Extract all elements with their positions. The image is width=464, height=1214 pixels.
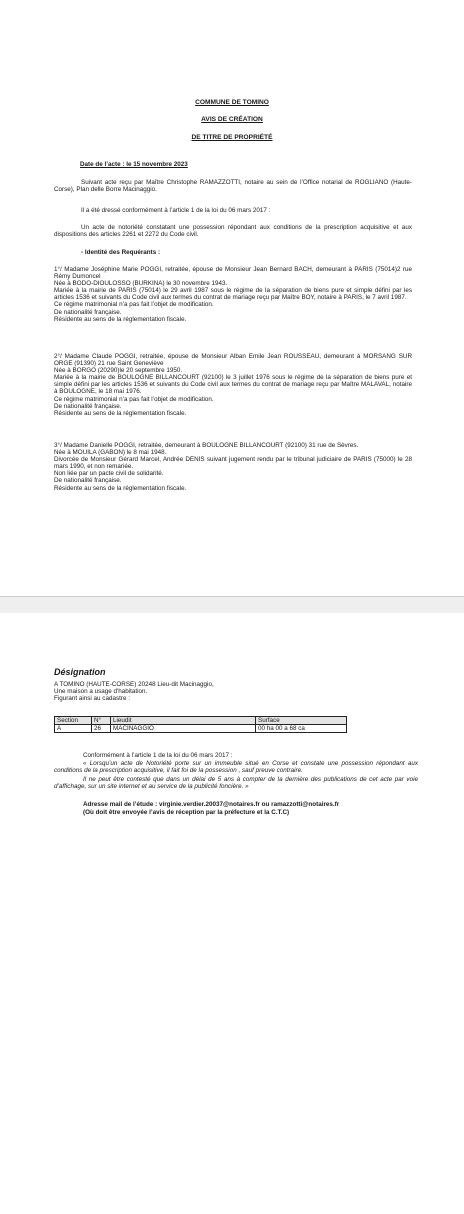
requerant-1 <box>54 266 412 323</box>
identite-title: - Identité des Requérants : <box>81 249 161 256</box>
table-row <box>55 725 347 733</box>
requerant-3 <box>54 442 412 492</box>
reception-note: (Où doit être envoyée l’avis de réception par la préfecture et la C.T.C) <box>83 809 290 816</box>
titre-heading: DE TITRE DE PROPRIÉTÉ <box>191 134 273 141</box>
requerant-3-line: Résidente au sens de la réglementation fiscale. <box>54 484 187 492</box>
requerant-3-line: Née à MOUILA (GABON) le 8 mai 1948. <box>54 449 167 457</box>
intro-paragraph-3: Un acte de notoriété constatant une possession répondant aux conditions de la prescription acquisitive et aux dispositions des articles 2261 et 2272 du Code civil. <box>54 224 412 239</box>
requerant-1-line: Née à BODO-DIOULOSSO (BURKINA) le 30 novembre 1943. <box>54 280 228 288</box>
requerant-1-line: Résidente au sens de la réglementation fiscale. <box>54 315 187 323</box>
document-page-2 <box>0 613 464 1214</box>
avis-heading: AVIS DE CRÉATION <box>201 116 263 123</box>
requerant-3-line: De nationalité française. <box>54 477 122 485</box>
designation-text <box>54 681 354 702</box>
conformement-title: Conformément à l’article 1 de la loi du 06 mars 2017 : <box>83 752 233 759</box>
conformement-quote-2: Il ne peut être contesté que dans un délai de 5 ans à compter de la dernière des publications de cet acte par voie d’affichage, sur un site internet et au service de la publicité foncière. » <box>54 776 418 791</box>
cadastre-header-lieudit: Lieudit <box>111 717 256 725</box>
cadastre-cell-lieudit: MACINAGGIO <box>111 725 256 733</box>
requerant-2-line: 2°/ Madame Claude POGGI, retraitée, épouse de Monsieur Alban Emile Jean ROUSSEAU, demeurant à MORSANG SUR ORGE (91390) 21 rue Saint Geneviève <box>54 353 412 368</box>
cadastre-cell-surface: 00 ha 00 a 68 ca <box>256 725 347 733</box>
cadastre-table <box>54 716 347 733</box>
designation-line: A TOMINO (HAUTE-CORSE) 20248 Lieu-dit Macinaggio, <box>54 681 214 688</box>
requerant-2-line: Ce régime matrimonial n’a pas fait l’objet de modification. <box>54 395 214 403</box>
date-acte: Date de l’acte : le 15 novembre 2023 <box>80 161 188 168</box>
commune-heading: COMMUNE DE TOMINO <box>195 99 269 106</box>
cadastre-header-numero: N° <box>92 717 111 725</box>
cadastre-header-row <box>55 717 347 725</box>
requerant-2-line: Née à BORGO (20290)le 20 septembre 1950. <box>54 367 183 375</box>
document-page-1 <box>0 0 464 596</box>
cadastre-header-section: Section <box>55 717 92 725</box>
requerant-2-line: De nationalité française. <box>54 402 122 410</box>
designation-line: Une maison a usage d'habitation. <box>54 688 148 696</box>
requerant-2-line: Résidente au sens de la réglementation fiscale. <box>54 409 187 417</box>
intro-paragraph-1: Suivant acte reçu par Maître Christophe RAMAZZOTTI, notaire au sein de l’Office notarial de ROGLIANO (Haute-Corse), Plan delle Borre Macinaggio. <box>54 179 412 194</box>
conformement-quote-1: « Lorsqu’un acte de Notoriété porte sur un immeuble situé en Corse et constate une possession répondant aux conditions de la prescription acquisitive, il fait foi de la possession , sauf preuve contraire. <box>54 760 418 775</box>
cadastre-header-surface: Surface <box>256 717 347 725</box>
requerant-1-line: Mariée à la mairie de PARIS (75014) le 29 avril 1987 sous le régime de la séparation de biens pure et simple défini par les articles 1536 et suivants du Code civil aux termes du contrat de mariage reçu par Maître BOY, notaire à PARIS, le 7 avril 1987. <box>54 287 412 302</box>
requerant-1-line: Ce régime matrimonial n’a pas fait l’objet de modification. <box>54 301 214 309</box>
requerant-3-line: 3°/ Madame Danielle POGGI, retraitée, demeurant à BOULOGNE BILLANCOURT (92100) 31 rue de Sèvres. <box>54 442 359 449</box>
cadastre-cell-numero: 26 <box>92 725 111 733</box>
requerant-3-line: Divorcée de Monsieur Gérard Marcel, Andrée DENIS suivant jugement rendu par le tribunal judiciaire de PARIS (75000) le 28 mars 1990, et non remariée. <box>54 456 412 471</box>
requerant-2 <box>54 353 412 417</box>
etude-mail: Adresse mail de l’étude : virginie.verdier.20037@notaires.fr ou ramazzotti@notaires.fr <box>83 801 340 808</box>
page-separator <box>0 596 464 614</box>
designation-title: Désignation <box>54 667 106 677</box>
requerant-2-line: Mariée à la mairie de BOULOGNE BILLANCOURT (92100) le 3 juillet 1976 sous le régime de la séparation de biens pure et simple défini par les articles 1536 et suivants du Code civil aux termes du contrat de mariage reçu par Maître MALAVAL, notaire à BOULOGNE, le 18 mai 1976. <box>54 374 412 396</box>
cadastre-cell-section: A <box>55 725 92 733</box>
requerant-3-line: Non liée par un pacte civil de solidarité. <box>54 470 164 478</box>
designation-line: Figurant ainsi au cadastre : <box>54 695 130 703</box>
requerant-1-line: 1°/ Madame Joséphine Marie POGGI, retraitée, épouse de Monsieur Jean Bernard BACH, demeurant à PARIS (75014)2 rue Rémy Dumoncel <box>54 266 412 281</box>
intro-paragraph-2: Il a été dressé conformément à l’article 1 de la loi du 06 mars 2017 : <box>81 207 271 214</box>
requerant-1-line: De nationalité française. <box>54 308 122 316</box>
